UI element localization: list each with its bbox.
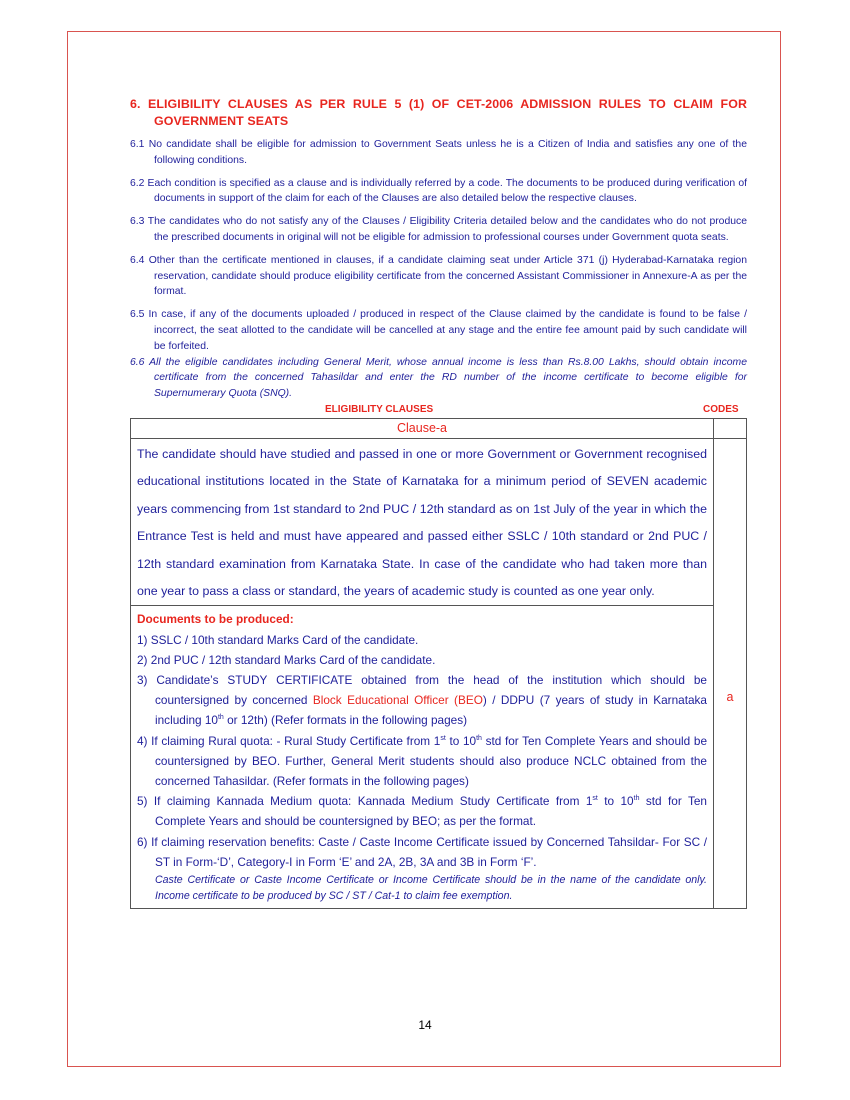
paragraph-6-6: 6.6 All the eligible candidates including General Merit, whose annual income is less than Rs.8.00 Lakhs, should obtain income certificate from the concerned Tahasildar and enter the RD number of the income certificate to become eligible for Supernumerary Quota (SNQ). bbox=[130, 356, 747, 400]
doc3-text-b: ) / DDPU (7 years of study in Karnataka including 10 bbox=[155, 693, 707, 728]
documents-heading: Documents to be produced: bbox=[137, 612, 294, 627]
doc4-sup1: st bbox=[440, 734, 446, 742]
document-item-4 bbox=[137, 731, 707, 792]
document-item-6: 6) If claiming reservation benefits: Caste / Caste Income Certificate issued by Concerned Tahsildar- For SC / ST in Form-‘D’, Category-I in Form ‘E’ and 2A, 2B, 3A and 3B in Form ‘F’. bbox=[137, 834, 707, 869]
doc3-beo-highlight: Block Educational Officer (BEO bbox=[312, 693, 483, 708]
doc4-text-a: 4) If claiming Rural quota: - Rural Study Certificate from 1 bbox=[137, 733, 441, 748]
document-item-2: 2) 2nd PUC / 12th standard Marks Card of the candidate. bbox=[137, 652, 436, 667]
doc5-sup2: th bbox=[633, 795, 640, 803]
doc3-sup: th bbox=[217, 714, 224, 722]
page-number: 14 bbox=[418, 1018, 432, 1032]
doc4-text-b: to 10 bbox=[445, 733, 477, 748]
doc5-sup1: st bbox=[592, 795, 598, 803]
doc4-sup2: th bbox=[476, 734, 482, 742]
section-heading: 6. ELIGIBILITY CLAUSES AS PER RULE 5 (1) OF CET-2006 ADMISSION RULES TO CLAIM FOR GOVERNMENT SEATS bbox=[130, 97, 747, 128]
code-header-spacer bbox=[714, 418, 747, 438]
paragraph-6-1: 6.1 No candidate shall be eligible for admission to Government Seats unless he is a Citizen of India and satisfies any one of the following conditions. bbox=[130, 139, 747, 166]
caste-certificate-note: Caste Certificate or Caste Income Certificate or Income Certificate should be in the name of the candidate only. Income certificate to be produced by SC / ST / Cat-1 to claim fee exemption. bbox=[155, 874, 707, 903]
documents-section bbox=[131, 606, 714, 909]
code-cell bbox=[714, 438, 747, 908]
doc4-text-c: std for Ten Complete Years and should be countersigned by BEO. Further, General Merit students should also produce NCLC obtained from the concerned Tahasildar. (Refer formats in the following pages) bbox=[155, 733, 708, 789]
doc5-text-b: to 10 bbox=[597, 794, 634, 809]
paragraph-6-4: 6.4 Other than the certificate mentioned in clauses, if a candidate claiming seat under Article 371 (j) Hyderabad-Karnataka region reservation, candidate should produce eligibility certificate from the concerned Assistant Commissioner in Annexure-A as per the format. bbox=[130, 254, 747, 298]
doc5-text-c: std for Ten Complete Years and should be countersigned by BEO; as per the format. bbox=[155, 794, 707, 829]
paragraph-6-2: 6.2 Each condition is specified as a clause and is individually referred by a code. The documents to be produced during verification of documents in support of the claim for each of the Clauses are also detailed below the respective clauses. bbox=[130, 177, 747, 205]
codes-header: CODES bbox=[703, 403, 739, 415]
clause-description: The candidate should have studied and passed in one or more Government or Government recognised educational institutions located in the State of Karnataka for a minimum period of SEVEN academic years commencing from 1st standard to 2nd PUC / 12th standard as on 1st July of the year in which the Entrance Test is held and must have appeared and passed either SSLC / 10th standard or 2nd PUC / 12th standard examination from Karnataka State. In case of the candidate who had taken more than one year to pass a class or standard, the years of academic study is counted as one year only. bbox=[131, 438, 714, 605]
clause-code: a bbox=[726, 689, 734, 704]
doc5-text-a: 5) If claiming Kannada Medium quota: Kannada Medium Study Certificate from 1 bbox=[137, 794, 593, 809]
document-item-3 bbox=[137, 670, 707, 731]
clause-title: Clause-a bbox=[131, 418, 714, 438]
page-content bbox=[130, 96, 747, 909]
paragraph-6-3: 6.3 The candidates who do not satisfy any of the Clauses / Eligibility Criteria detailed below and the candidates who do not produce the prescribed documents in original will not be eligible for admission to professional courses under Government quota seats. bbox=[130, 216, 747, 243]
doc3-text-c: or 12th) (Refer formats in the following pages) bbox=[223, 713, 468, 728]
document-item-5 bbox=[137, 791, 707, 831]
paragraph-6-5: 6.5 In case, if any of the documents uploaded / produced in respect of the Clause claimed by the candidate is found to be false / incorrect, the seat allotted to the candidate will be cancelled at any stage and the entire fee amount paid by such candidate will be forfeited. bbox=[130, 309, 747, 352]
eligibility-clauses-header: ELIGIBILITY CLAUSES bbox=[325, 403, 434, 415]
document-item-1: 1) SSLC / 10th standard Marks Card of the candidate. bbox=[137, 632, 419, 647]
doc3-text-a: 3) Candidate’s STUDY CERTIFICATE obtained from the head of the institution which should be countersigned by concerned bbox=[137, 673, 707, 708]
eligibility-table bbox=[130, 418, 747, 909]
table-header-row bbox=[130, 404, 747, 418]
